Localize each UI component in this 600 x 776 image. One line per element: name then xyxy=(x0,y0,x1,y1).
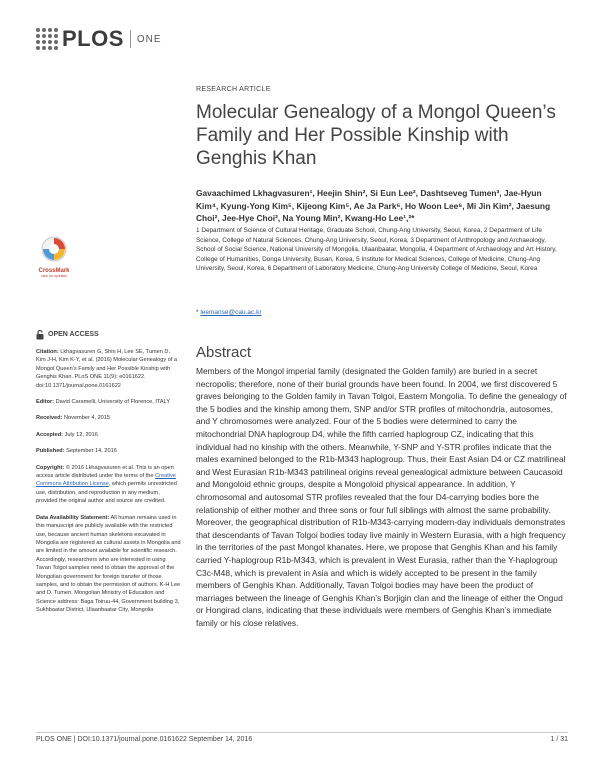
editor-block xyxy=(36,398,181,406)
plos-dots-icon xyxy=(36,28,58,50)
data-availability-text: All human remains used in this manuscript are publicly available with the restricted use, because ancient human skeletons excavated in Mongolia are registered as cultural assets in Mongolia and are limited in the amount available for scientific research. Accordingly, researchers who are interested in using Tavan Tolgoi samples need to obtain the approval of the Mongolian government for foreign transfer of those samples, and to obtain the permission of authors, K-H Lee and D. Tumen. Mongolian Ministry of Education and Science address: Baga Toiruu-44, Government building 3, Sukhbaatar District, Ulaanbaatar City, Mongolia xyxy=(36,514,181,614)
open-access-label: OPEN ACCESS xyxy=(48,330,99,338)
open-access-badge xyxy=(36,330,181,340)
copyright-text: © 2016 Lkhagvasuren et al. This is an open access article distributed under the terms of the xyxy=(36,464,174,480)
crossmark-label: CrossMark xyxy=(38,268,70,274)
citation-block xyxy=(36,348,181,390)
correspondence-marker: * xyxy=(196,309,199,316)
published-block xyxy=(36,447,181,455)
copyright-label: Copyright: xyxy=(36,464,65,471)
article-info-sidebar xyxy=(36,330,181,623)
crossmark-icon xyxy=(41,236,67,262)
accepted-date: July 12, 2016 xyxy=(64,431,98,438)
received-block xyxy=(36,414,181,422)
abstract-text: Members of the Mongol imperial family (designated the Golden family) are buried in a secret necropolis; therefore, none of their burial grounds have been found. In 2004, we first discovered 5 graves belonging to the Golden family in Tavan Tolgoi, Eastern Mongolia. To define the genealogy of the 5 bodies and the kinship among them, SNP and/or STR profiles of mitochondria, autosomes, and Y chromosomes were analyzed. Four of the 5 bodies were determined to carry the mitochondrial DNA haplogroup D4, while the fifth carried haplogroup CZ, indicating that this individual had no kinship with the others. Meanwhile, Y-SNP and Y-STR profiles indicate that the males examined belonged to the R1b-M343 haplogroup. Thus, their East Asian D4 or CZ matrilineal and West Eurasian R1b-M343 patrilineal origins reveal genealogical admixture between Caucasoid and Mongoloid ethnic groups, despite a Mongoloid physical appearance. In addition, Y chromosomal and autosomal STR profiles revealed that the four D4-carrying bodies bore the relationship of either mother and three sons or four full siblings with almost the same probability. Moreover, the geographical distribution of R1b-M343-carrying modern-day individuals demonstrates that descendants of Tavan Tolgoi bodies today live mainly in Western Eurasia, with a high frequency in the territories of the past Mongol khanates. Here, we propose that Genghis Khan and his family carried Y-haplogroup R1b-M343, which is prevalent in West Eurasia, rather than the Y-haplogroup C3c-M48, which is prevalent in Asia and which is widely accepted to be present in the family members of Genghis Khan. Additionally, Tavan Tolgoi bodies may have been the product of marriages between the lineage of Genghis Khan’s Borjigin clan and the lineage of either the Ongud or Hongirad clans, indicating that these individuals were members of Genghis Khan’s immediate family or his close relatives. xyxy=(196,366,567,628)
crossmark-badge[interactable] xyxy=(32,236,76,278)
affiliations: 1 Department of Science of Cultural Heritage, Graduate School, Chung-Ang University, Seoul, Korea, 2 Department of Life Science, College of Natural Sciences, Chung-Ang University, Seoul, Korea, 3 Department of Anthropology and Archaeology, School of Social Science, National University of Mongolia, Ulaanbaatar, Mongolia, 4 Department of Archaeology and Art History, College of Humanities, Donga University, Busan, Korea, 5 Institute for Medical Sciences, College of Medicine, Chung-Ang University, Seoul, Korea, 6 Department of Laboratory Medicine, Chung-Ang University College of Medicine, Seoul, Korea xyxy=(196,227,557,273)
published-date: September 14, 2016 xyxy=(66,448,117,455)
crossmark-sublabel: click for updates xyxy=(41,274,67,278)
correspondence-email-link[interactable]: leemanse@cau.ac.kr xyxy=(200,309,262,316)
article-type: RESEARCH ARTICLE xyxy=(196,86,271,93)
published-label: Published: xyxy=(36,448,65,455)
open-lock-icon xyxy=(36,330,44,340)
data-availability-block xyxy=(36,514,181,615)
data-availability-label: Data Availability Statement: xyxy=(36,514,110,521)
editor-label: Editor: xyxy=(36,399,55,406)
license-link[interactable]: Creative Commons Attribution License xyxy=(36,473,176,488)
correspondence xyxy=(196,309,262,316)
citation-text: Lkhagvasuren G, Shin H, Lee SE, Tumen D, Kim J-H, Kim K-Y, et al. (2016) Molecular Genealogy of a Mongol Queen’s Family and Her Possible Kinship with Genghis Khan. PLoS ONE 11(9): e0161622. doi:10.1371/journal.pone.0161622 xyxy=(36,349,178,389)
copyright-block xyxy=(36,464,181,506)
editor-text: David Caramelli, University of Florence, ITALY xyxy=(55,399,171,406)
logo-subtitle: ONE xyxy=(136,33,162,45)
page-number: 1 / 31 xyxy=(550,736,568,743)
plos-one-logo xyxy=(36,24,162,54)
accepted-block xyxy=(36,431,181,439)
citation-label: Citation: xyxy=(36,349,59,355)
received-date: November 4, 2015 xyxy=(64,415,111,422)
author-list: Gavaachimed Lkhagvasuren¹, Heejin Shin², Si Eun Lee², Dashtseveg Tumen³, Jae-Hyun Kim⁴, Kyung-Yong Kim⁵, Kijeong Kim⁵, Ae Ja Park⁶, Ho Woon Lee⁶, Mi Jin Kim², Jaesung Choi², Jee-Hye Choi², Na Young Min², Kwang-Ho Lee¹,²* xyxy=(196,188,551,224)
accepted-label: Accepted: xyxy=(36,431,64,438)
footer-divider xyxy=(36,732,568,733)
copyright-text-end: , which permits unrestricted use, distribution, and reproduction in any medium, provided the original author and source are credited. xyxy=(36,481,177,505)
footer-citation: PLOS ONE | DOI:10.1371/journal.pone.0161622 September 14, 2016 xyxy=(36,736,253,743)
logo-name: PLOS xyxy=(62,26,124,51)
abstract-heading: Abstract xyxy=(196,344,252,361)
logo-divider xyxy=(130,30,131,48)
article-title: Molecular Genealogy of a Mongol Queen’s Family and Her Possible Kinship with Genghis Khan xyxy=(196,102,556,169)
received-label: Received: xyxy=(36,415,63,422)
